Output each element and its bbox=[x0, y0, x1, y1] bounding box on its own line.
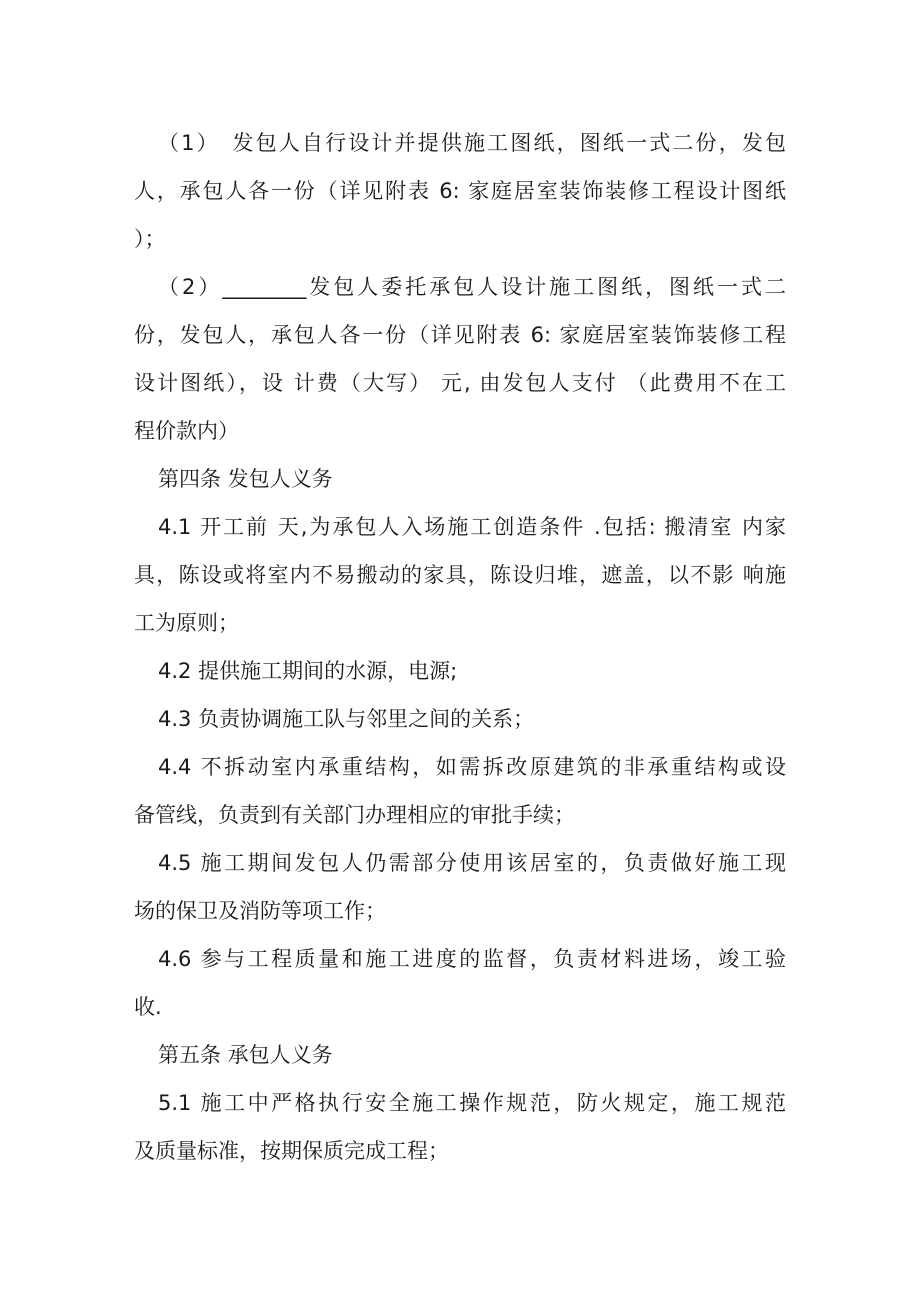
text-line: 程价款内） bbox=[134, 419, 239, 443]
text-line: 人，承包人各一份（详见附表 6: 家庭居室装饰装修工程设计图纸 bbox=[134, 179, 786, 203]
text-line: 4.2 提供施工期间的水源，电源; bbox=[158, 659, 458, 683]
text-line: 工为原则； bbox=[134, 611, 239, 635]
text-line: 收. bbox=[134, 995, 162, 1019]
section-heading: 第四条 发包人义务 bbox=[158, 467, 333, 491]
text-line: 4.4 不拆动室内承重结构，如需拆改原建筑的非承重结构或设 bbox=[158, 755, 786, 779]
text-line: ）； bbox=[134, 227, 166, 251]
text-line: 4.6 参与工程质量和施工进度的监督，负责材料进场，竣工验 bbox=[158, 947, 786, 971]
text-line: 及质量标准，按期保质完成工程； bbox=[134, 1139, 449, 1163]
text-line: 5.1 施工中严格执行安全施工操作规范，防火规定，施工规范 bbox=[158, 1091, 786, 1115]
text-line: （1） 发包人自行设计并提供施工图纸，图纸一式二份，发包 bbox=[158, 131, 786, 155]
text-line: 4.1 开工前 天,为承包人入场施工创造条件 .包括: 搬清室 内家 bbox=[158, 515, 786, 539]
text-line: 份，发包人，承包人各一份（详见附表 6: 家庭居室装饰装修工程 bbox=[134, 323, 786, 347]
section-heading: 第五条 承包人义务 bbox=[158, 1043, 333, 1067]
text-line: 设计图纸），设 计费（大写） 元, 由发包人支付 （此费用不在工 bbox=[134, 371, 786, 395]
text-line: （2）________发包人委托承包人设计施工图纸，图纸一式二 bbox=[158, 275, 786, 299]
text-line: 4.5 施工期间发包人仍需部分使用该居室的，负责做好施工现 bbox=[158, 851, 786, 875]
text-line: 具，陈设或将室内不易搬动的家具，陈设归堆，遮盖，以不影 响施 bbox=[134, 563, 786, 587]
text-line: 场的保卫及消防等项工作； bbox=[134, 899, 386, 923]
text-line: 备管线，负责到有关部门办理相应的审批手续； bbox=[134, 803, 575, 827]
text-line: 4.3 负责协调施工队与邻里之间的关系； bbox=[158, 707, 535, 731]
